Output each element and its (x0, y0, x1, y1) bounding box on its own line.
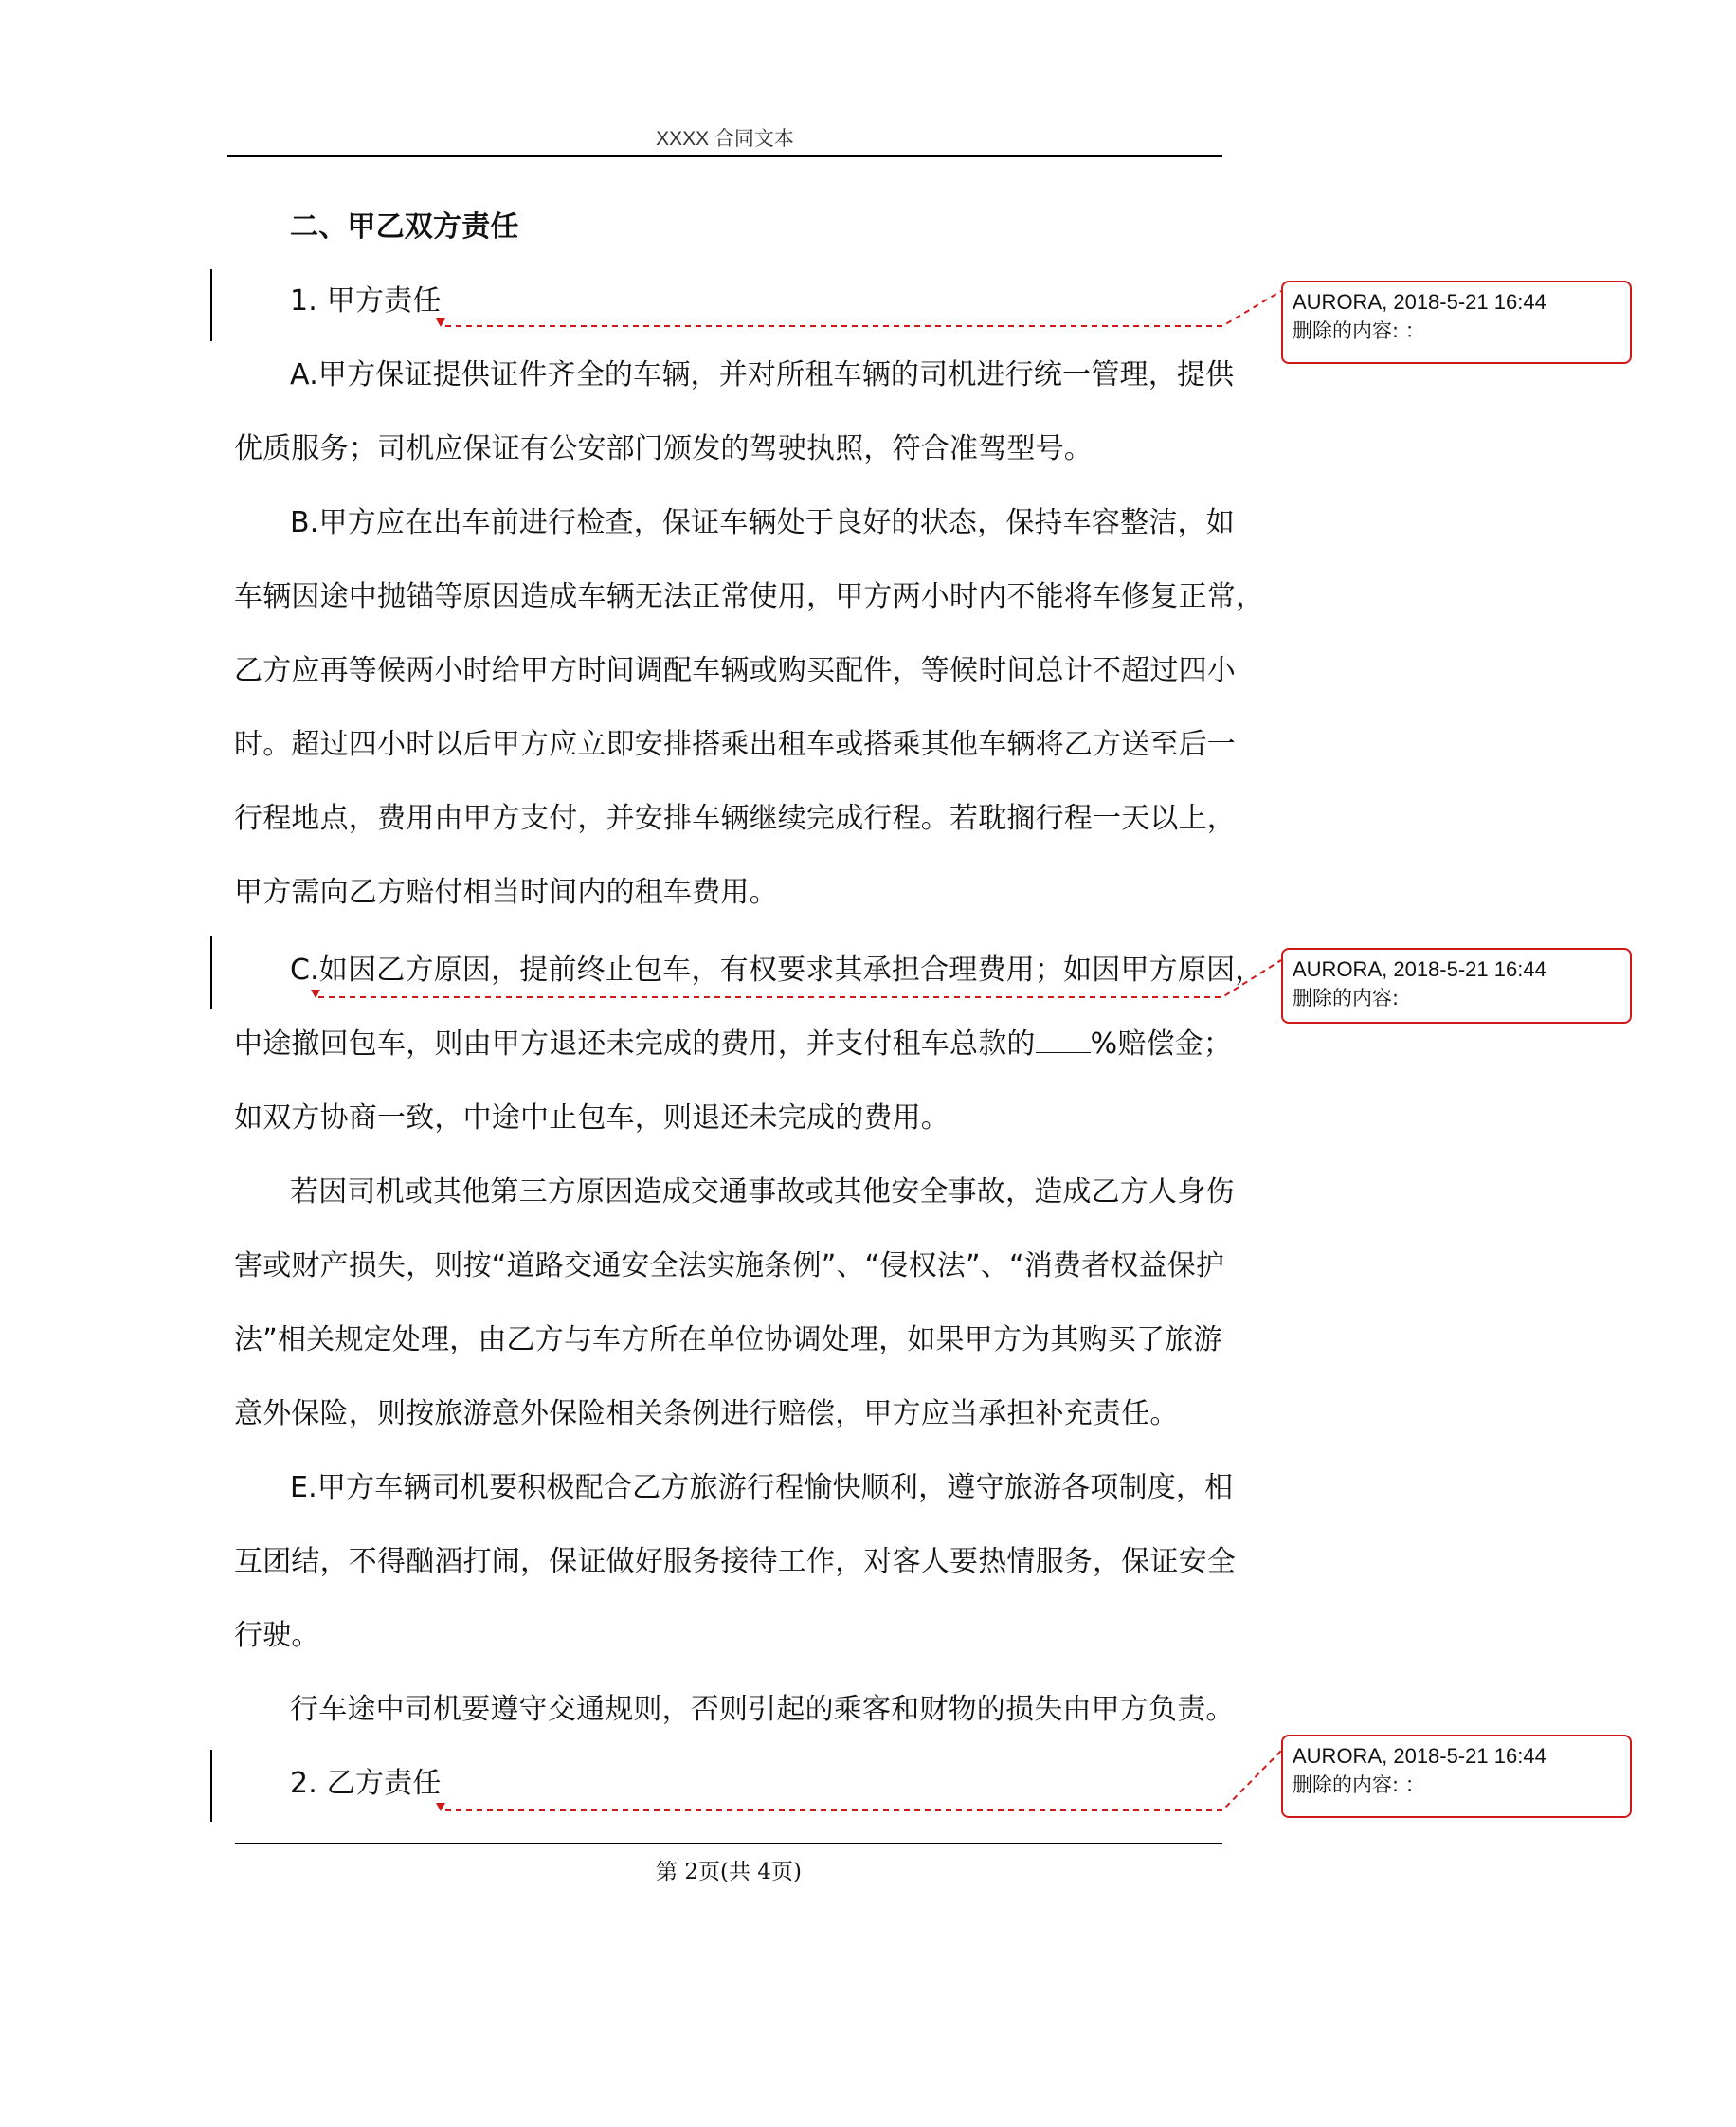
paragraph-line: 乙方应再等候两小时给甲方时间调配车辆或购买配件，等候时间总计不超过四小 (234, 654, 1236, 687)
paragraph-line: 害或财产损失，则按“道路交通安全法实施条例”、“侵权法”、“消费者权益保护 (234, 1249, 1225, 1282)
comment-text: 删除的内容: ： (1293, 319, 1425, 342)
paragraph-line: 意外保险，则按旅游意外保险相关条例进行赔偿，甲方应当承担补充责任。 (234, 1397, 1179, 1430)
comment-author: AURORA, 2018-5-21 16:44 (1293, 290, 1546, 314)
comment-author: AURORA, 2018-5-21 16:44 (1293, 1744, 1546, 1768)
document-header-title: XXXX 合同文本 (656, 128, 794, 150)
paragraph-line: 行程地点，费用由甲方支付，并安排车辆继续完成行程。若耽搁行程一天以上， (234, 802, 1236, 835)
revision-comment[interactable] (1281, 281, 1632, 364)
paragraph-line: C.如因乙方原因，提前终止包车，有权要求其承担合理费用；如因甲方原因， (290, 954, 1264, 987)
paragraph-line: 若因司机或其他第三方原因造成交通事故或其他安全事故，造成乙方人身伤 (290, 1175, 1235, 1209)
paragraph-line-with-blank (234, 1026, 1232, 1064)
subsection-heading: 1. 甲方责任 (290, 284, 442, 318)
paragraph-text: %赔偿金； (1090, 1027, 1233, 1061)
paragraph-line: 甲方需向乙方赔付相当时间内的租车费用。 (234, 876, 778, 909)
paragraph-line: E.甲方车辆司机要积极配合乙方旅游行程愉快顺利，遵守旅游各项制度，相 (290, 1471, 1234, 1504)
paragraph-line: 车辆因途中抛锚等原因造成车辆无法正常使用，甲方两小时内不能将车修复正常， (234, 580, 1265, 613)
revision-comment[interactable] (1281, 948, 1632, 1024)
paragraph-line: 行驶。 (234, 1619, 320, 1652)
header-divider (227, 155, 1222, 157)
comment-text: 删除的内容: (1293, 987, 1400, 1009)
paragraph-line: 行车途中司机要遵守交通规则，否则引起的乘客和财物的损失由甲方负责。 (290, 1693, 1235, 1726)
paragraph-line: B.甲方应在出车前进行检查，保证车辆处于良好的状态，保持车容整洁，如 (290, 506, 1235, 539)
paragraph-line: 如双方协商一致，中途中止包车，则退还未完成的费用。 (234, 1101, 949, 1135)
page-number: 第 2页(共 4页) (656, 1860, 802, 1884)
paragraph-line: A.甲方保证提供证件齐全的车辆，并对所租车辆的司机进行统一管理，提供 (290, 358, 1235, 391)
paragraph-line: 时。超过四小时以后甲方应立即安排搭乘出租车或搭乘其他车辆将乙方送至后一 (234, 728, 1236, 761)
deletion-marker (311, 990, 320, 998)
subsection-heading: 2. 乙方责任 (290, 1767, 442, 1800)
footer-divider (235, 1843, 1222, 1844)
section-heading: 二、甲乙双方责任 (290, 210, 519, 244)
comment-author: AURORA, 2018-5-21 16:44 (1293, 957, 1546, 981)
comment-leader-3 (445, 1751, 1281, 1810)
change-bar (210, 936, 212, 1009)
change-bar (210, 1750, 212, 1822)
change-bar (210, 269, 212, 341)
paragraph-line: 法”相关规定处理，由乙方与车方所在单位协调处理，如果甲方为其购买了旅游 (234, 1323, 1222, 1356)
paragraph-text: 中途撤回包车，则由甲方退还未完成的费用，并支付租车总款的 (234, 1027, 1036, 1061)
deletion-marker (436, 1803, 445, 1811)
paragraph-line: 互团结，不得酗酒打闹，保证做好服务接待工作，对客人要热情服务，保证安全 (234, 1545, 1236, 1578)
paragraph-line: 优质服务；司机应保证有公安部门颁发的驾驶执照，符合准驾型号。 (234, 432, 1093, 465)
revision-comment[interactable] (1281, 1735, 1632, 1818)
comment-text: 删除的内容: ： (1293, 1773, 1425, 1796)
comment-leader-1 (445, 291, 1281, 326)
fill-in-blank[interactable] (1036, 1027, 1091, 1053)
